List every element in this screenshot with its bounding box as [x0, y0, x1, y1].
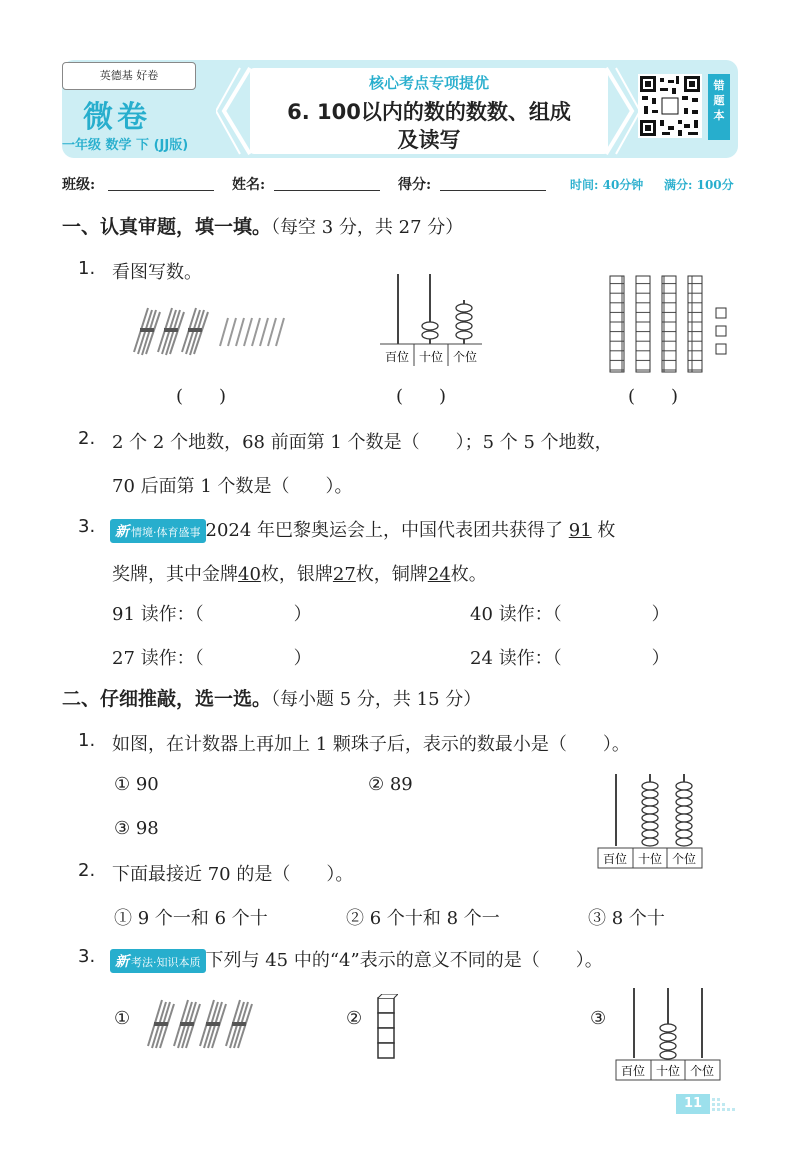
- silver-count: 27: [332, 564, 356, 585]
- class-field[interactable]: [108, 174, 214, 191]
- score-label: 得分:: [398, 177, 432, 193]
- s1-q1-answer-1[interactable]: ( ): [176, 386, 227, 407]
- s2-q3-text: 新 考法·知识本质 下列与 45 中的“4”表示的意义不同的是（ ）。: [110, 946, 603, 973]
- ten-rods: [610, 276, 702, 372]
- section2-note: （每小题 5 分，共 15 分）: [271, 689, 482, 710]
- abacus1-ones-label: 个位: [452, 350, 478, 364]
- read-40-field[interactable]: 40 读作：（ ）: [470, 604, 670, 625]
- s2-q2-text: 下面最接近 70 的是（ ）。: [112, 864, 354, 885]
- name-label: 姓名:: [232, 177, 266, 193]
- s1-q2-line2: 70 后面第 1 个数是（ ）。: [112, 476, 353, 497]
- s1-q1-answer-2[interactable]: ( ): [396, 386, 447, 407]
- s1-q3-line2: 奖牌，其中金牌40枚，银牌27枚，铜牌24枚。: [112, 564, 487, 585]
- brand-logo: 英德基 好卷: [62, 62, 196, 90]
- series-title: 微卷: [83, 100, 151, 135]
- scenario-tag: 新 情境·体育盛事: [110, 519, 206, 543]
- grade-label: 一年级 数学 下 (JJ版): [62, 138, 189, 153]
- s2-q2-option-3[interactable]: ③ 8 个十: [588, 908, 665, 929]
- method-tag: 新 考法·知识本质: [110, 949, 206, 973]
- qr-code-icon[interactable]: [638, 74, 702, 138]
- page-title: 6. 100以内的数的数数、组成: [287, 100, 571, 124]
- s2-q2-number: 2.: [78, 860, 96, 881]
- abacus-figure-3: [614, 986, 722, 1082]
- read-27-field[interactable]: 27 读作：（ ）: [112, 648, 312, 669]
- page-number: 11: [676, 1094, 710, 1114]
- chevron-right-icon: [600, 64, 640, 158]
- abacus2-tens-label: 十位: [637, 852, 663, 866]
- s2-q3-number: 3.: [78, 946, 96, 967]
- bronze-count: 24: [427, 564, 451, 585]
- s2-q1-option-3[interactable]: ③ 98: [114, 818, 159, 839]
- full-score: 满分: 100分: [664, 178, 734, 192]
- unit-cubes: [716, 308, 726, 354]
- score-field[interactable]: [440, 174, 546, 191]
- s1-q2-line1: 2 个 2 个地数，68 前面第 1 个数是（ ）；5 个 5 个地数，: [112, 432, 613, 453]
- abacus-figure-1: [376, 272, 486, 372]
- error-book-label: 错题本: [713, 79, 725, 122]
- four-bundles-figure: [142, 992, 262, 1052]
- base-ten-blocks-figure: [608, 274, 738, 374]
- read-91-field[interactable]: 91 读作：（ ）: [112, 604, 312, 625]
- section1-note: （每空 3 分，共 27 分）: [271, 217, 464, 238]
- stick-bundles-figure: [128, 300, 288, 360]
- s2-q1-option-2[interactable]: ② 89: [368, 774, 413, 795]
- s1-q1-text: 看图写数。: [112, 262, 202, 283]
- error-book-tab[interactable]: [708, 74, 730, 140]
- abacus3-tens-label: 十位: [655, 1064, 681, 1078]
- page-subtitle: 核心考点专项提优: [368, 74, 489, 92]
- page-title-line2: 及读写: [397, 128, 461, 152]
- s2-q1-option-1[interactable]: ① 90: [114, 774, 159, 795]
- abacus1-tens-label: 十位: [418, 350, 444, 364]
- s2-q3-option-3[interactable]: ③: [590, 1008, 607, 1029]
- abacus2-ones-label: 个位: [671, 852, 697, 866]
- s1-q1-number: 1.: [78, 258, 96, 279]
- class-label: 班级:: [62, 177, 96, 193]
- s2-q3-option-1[interactable]: ①: [114, 1008, 131, 1029]
- s2-q2-option-2[interactable]: ② 6 个十和 8 个一: [346, 908, 500, 929]
- s1-q1-answer-3[interactable]: ( ): [628, 386, 679, 407]
- s2-q1-number: 1.: [78, 730, 96, 751]
- s2-q2-option-1[interactable]: ① 9 个一和 6 个十: [114, 908, 268, 929]
- read-24-field[interactable]: 24 读作：（ ）: [470, 648, 670, 669]
- abacus3-ones-label: 个位: [689, 1064, 715, 1078]
- section2-heading: 二、仔细推敲，选一选。（每小题 5 分，共 15 分）: [62, 688, 482, 710]
- abacus-figure-2: [594, 772, 706, 870]
- s1-q3-number: 3.: [78, 516, 96, 537]
- medal-total: 91: [568, 520, 592, 541]
- abacus2-hundreds-label: 百位: [602, 852, 628, 866]
- time-limit: 时间: 40分钟: [570, 178, 644, 192]
- abacus3-hundreds-label: 百位: [620, 1064, 646, 1078]
- s1-q3-line1: 新 情境·体育盛事 2024 年巴黎奥运会上，中国代表团共获得了 91 枚: [110, 516, 615, 543]
- name-field[interactable]: [274, 174, 380, 191]
- s1-q2-number: 2.: [78, 428, 96, 449]
- four-cubes-stack-figure: [374, 994, 398, 1062]
- page-decoration-icon: [712, 1096, 740, 1114]
- section1-heading: 一、认真审题，填一填。（每空 3 分，共 27 分）: [62, 216, 464, 238]
- s2-q1-text: 如图，在计数器上再加上 1 颗珠子后，表示的数最小是（ ）。: [112, 734, 630, 755]
- s2-q3-option-2[interactable]: ②: [346, 1008, 363, 1029]
- gold-count: 40: [238, 564, 261, 585]
- abacus1-hundreds-label: 百位: [384, 350, 410, 364]
